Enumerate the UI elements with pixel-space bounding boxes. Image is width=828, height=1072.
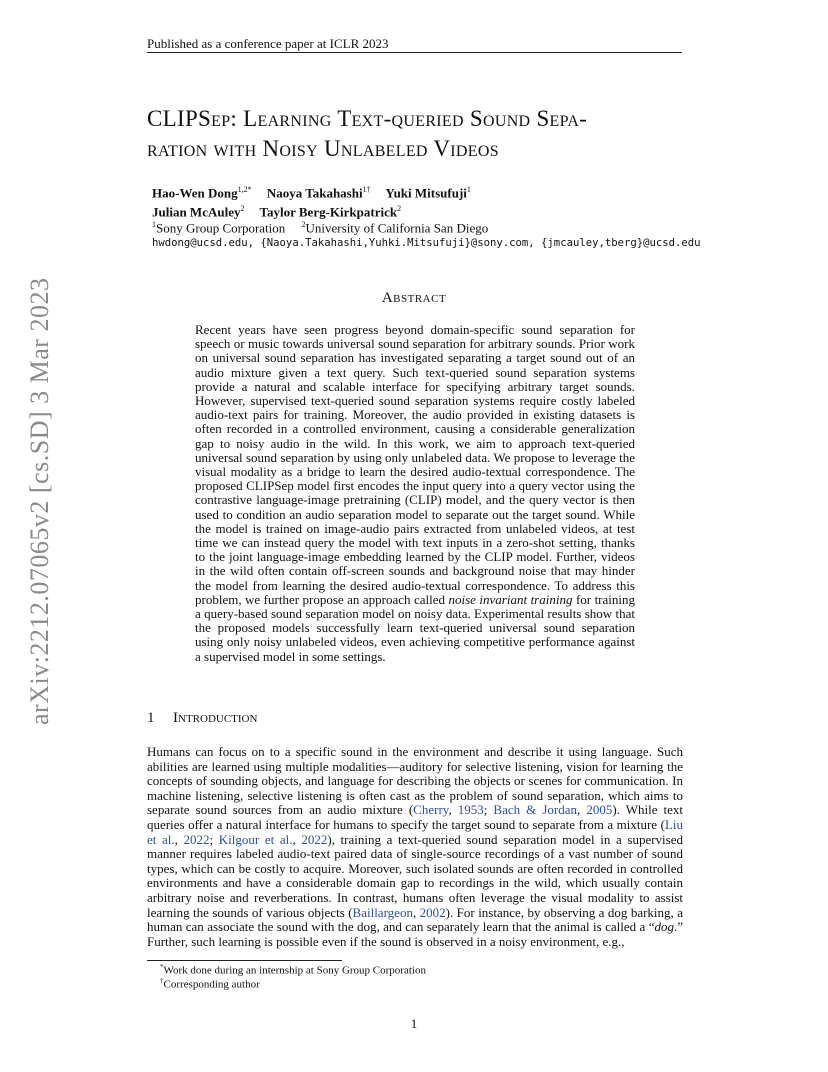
author-name: Yuki Mitsufuji [385,185,467,201]
abstract-italic: noise invariant training [448,591,573,607]
body-text: , [174,831,184,847]
author-name: Hao-Wen Dong [152,185,238,201]
header-rule [147,52,682,53]
title-line-1: CLIPSep: Learning Text-queried Sound Sepa- [147,106,588,131]
citation-link[interactable]: Kilgour et al. [218,831,293,847]
section-heading [147,710,257,727]
citation-link[interactable]: Baillargeon [352,904,413,920]
footnote-mark: † [160,977,164,985]
body-text: , [412,904,420,920]
body-text: .” Further, such learning is possible even if the sound is observed in a noisy environment, e.g., [147,919,683,949]
arxiv-stamp: arXiv:2212.07065v2 [cs.SD] 3 Mar 2023 [25,277,54,725]
footnote-mark: * [160,963,164,971]
body-text: ; [483,802,494,818]
footnote-rule [147,960,342,961]
citation-link[interactable]: 2022 [183,831,210,847]
page-number: 1 [410,1016,418,1031]
author-sup: 2 [240,204,245,214]
body-text: Humans can focus on to a specific sound in the environment and describe it using language. Such abilities are learned using multiple modalities—auditory for selective listening, vision for learning the concepts of sounding objects, and language for describing the objects or scenes for communication. In machine listening, selective listening is often cast as the problem of sound separation, which aims to separate sound sources from an audio mixture ( [147,744,683,818]
citation-link[interactable]: 1953 [457,802,484,818]
abstract-body [195,323,635,664]
author-emails: hwdong@ucsd.edu, {Naoya.Takahashi,Yuhki.Mitsufuji}@sony.com, {jmcauley,tberg}@ucsd.edu [152,237,701,249]
footnote-text: Work done during an internship at Sony Group Corporation [163,964,426,977]
citation-link[interactable]: Bach & Jordan [493,802,578,818]
author-list [152,182,471,221]
running-header: Published as a conference paper at ICLR 2023 [147,36,389,51]
author-sup: 2 [397,204,402,214]
body-text: , [577,802,587,818]
intro-paragraph [147,745,683,949]
citation-link[interactable]: 2005 [586,802,613,818]
author-name: Naoya Takahashi [266,185,363,201]
citation-link[interactable]: Liu et al. [147,816,683,847]
citation-link[interactable]: 2022 [301,831,328,847]
section-number: 1 [147,710,155,726]
footnote-2 [160,977,260,991]
body-text: ). For instance, by observing a dog barking, a human can associate the sound with the dog, and can separately learn that the animal is called a “ [147,904,683,935]
affiliation: Sony Group Corporation [156,220,286,236]
body-text: ), training a text-queried sound separation model in a supervised manner requires labeled audio-text paired data of single-source recordings of a vast number of sound types, which can be costly to acquire. Moreover, such isolated sounds are often recorded in controlled environments and have a considerable domain gap to recordings in the wild, which usually contain arbitrary noise and reverberations. In contrast, humans often leverage the visual modality to assist learning the sounds of various objects ( [147,831,683,920]
affiliations [152,220,488,236]
body-text: , [448,802,458,818]
footnote-text: Corresponding author [163,978,260,991]
author-name: Taylor Berg-Kirkpatrick [259,204,398,220]
body-text: , [292,831,302,847]
body-italic: dog [654,919,674,935]
author-sup: 1 [466,185,471,194]
abstract-heading: Abstract [381,290,447,306]
affiliation: University of California San Diego [305,220,489,236]
abstract-text: Recent years have seen progress beyond domain-specific sound separation for speech or music towards universal sound separation for arbitrary sounds. Prior work on universal sound separation has investigated separating a target sound out of an audio mixture given a text query. Such text-queried sound separation systems provide a natural and scalable interface for specifying arbitrary target sounds. However, supervised text-queried sound separation systems require costly labeled audio-text pairs for training. Moreover, the audio provided in existing datasets is often recorded in a controlled environment, causing a considerable generalization gap to noisy audio in the wild. In this work, we aim to approach text-queried universal sound separation by using only unlabeled data. We propose to leverage the visual modality as a bridge to learn the desired audio-textual correspondence. The proposed CLIPSep model first encodes the input query into a query vector using the contrastive language-image pretraining (CLIP) model, and the query vector is then used to condition an audio separation model to separate out the target sound. While the model is trained on image-audio pairs extracted from unlabeled videos, at test time we can instead query the model with text inputs in a zero-shot setting, thanks to the joint language-image embedding learned by the CLIP model. Further, videos in the wild often contain off-screen sounds and background noise that may hinder the model from learning the desired audio-textual correspondence. To address this problem, we further propose an approach called [195,322,635,607]
author-sup: 1† [362,185,371,194]
title-line-2: ration with Noisy Unlabeled Videos [147,136,499,161]
body-text: ; [209,831,219,847]
citation-link[interactable]: 2002 [419,904,446,920]
author-name: Julian McAuley [152,204,241,220]
affil-sup: 2 [301,220,306,229]
author-sup: 1,2* [237,185,252,194]
paper-title [147,104,692,164]
citation-link[interactable]: Cherry [413,802,449,818]
footnote-1 [160,963,426,977]
body-text: ). While text queries offer a natural interface for humans to specify the target sound to separate from a mixture ( [147,802,684,832]
abstract-text: for training a query-based sound separation model on noisy data. Experimental results show that the proposed models successfully learn text-queried universal sound separation using only noisy unlabeled videos, even achieving competitive performance against a supervised model in some settings. [195,591,636,664]
affil-sup: 1 [152,220,156,229]
section-title: Introduction [173,710,258,726]
